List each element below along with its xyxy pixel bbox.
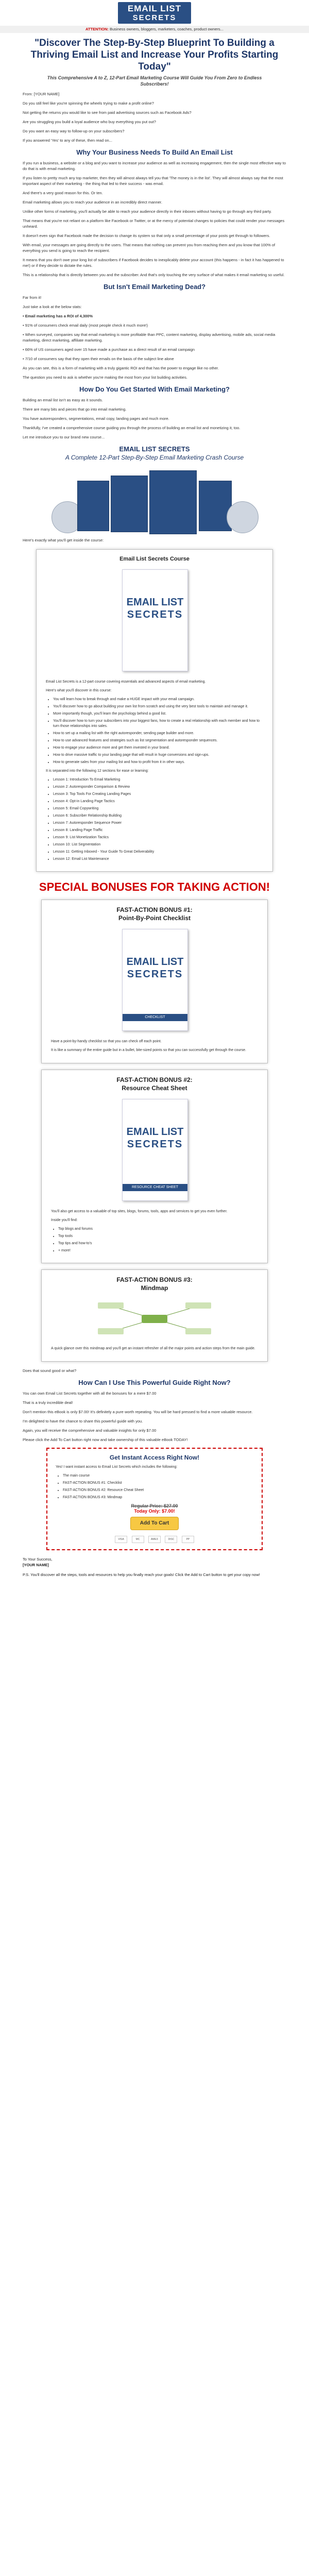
lesson-item: • Lesson 4: Opt-in Landing Page Tactics bbox=[53, 799, 263, 804]
postscript: P.S. You'll discover all the steps, tools and resources to help you finally reach your goals! Click the Add to Cart button to get your copy now! bbox=[23, 1572, 260, 1577]
paragraph: If you run a business, a website or a blog and you want to increase your audience as well as increasing engagement, then the single most effective way to do that is with email marketing. bbox=[23, 161, 286, 171]
bonus-card-1 bbox=[41, 900, 268, 1063]
paragraph: It doesn't even sign that Facebook made the decision to change its system so that only a small percentage of your posts get through to followers. bbox=[23, 233, 270, 238]
list-item: • The main course bbox=[63, 1473, 253, 1479]
paragraph: There are many bits and pieces that go into email marketing. bbox=[23, 407, 127, 412]
mindmap-image bbox=[90, 1296, 219, 1342]
cover-title-1: EMAIL LIST bbox=[126, 1126, 184, 1138]
lesson-item: • Lesson 1: Introduction To Email Marketing bbox=[53, 777, 263, 783]
signoff bbox=[23, 1556, 286, 1578]
attention-bar bbox=[0, 26, 309, 33]
paragraph: The question you need to ask is whether you're making the most from your list building activities. bbox=[23, 375, 187, 380]
lesson-item: • Lesson 3: Top Tools For Creating Landing Pages bbox=[53, 792, 263, 797]
list-item: • FAST-ACTION BONUS #3: Mindmap bbox=[63, 1495, 253, 1500]
cover-title-1: EMAIL LIST bbox=[126, 597, 184, 608]
lesson-list bbox=[53, 777, 263, 862]
paragraph: This is a relationship that is directly between you and the subscriber. And that's only touching the very surface of what makes it email marketing so useful. bbox=[23, 273, 285, 277]
paragraph: With email, your messages are going directly to the users. That means that nothing can prevent you from reaching them and you know that 100% of everything you send is going to reach the recipient. bbox=[23, 243, 276, 253]
bonus-subtitle: Resource Cheat Sheet bbox=[122, 1084, 187, 1092]
intro-line: Do you want an easy way to follow-up on your subscribers? bbox=[23, 129, 125, 133]
paragraph: Have a point-by-handy checklist so that you can check off each point. bbox=[51, 1040, 162, 1043]
today-price: Today Only: $7.00! bbox=[134, 1509, 175, 1514]
signoff-line: To Your Success, bbox=[23, 1557, 53, 1562]
stat-item: • When surveyed, companies say that email marketing is more profitable than PPC, content marketing, display advertising, mobile ads, social media marketing, direct marketing, affiliate marketing. bbox=[23, 332, 276, 343]
add-to-cart-button[interactable]: Add To Cart bbox=[130, 1517, 179, 1530]
paragraph: A quick glance over this mindmap and you'll get an instant refresher of all the major points and action steps from the main guide. bbox=[51, 1347, 255, 1350]
paragraph: Email List Secrets is a 12-part course covering essentials and advanced aspects of email marketing. bbox=[46, 680, 206, 684]
cover-title-2: SECRETS bbox=[127, 1139, 183, 1150]
bonus-subtitle: Mindmap bbox=[141, 1284, 168, 1292]
bonus-body bbox=[51, 1209, 258, 1253]
lesson-item: • Lesson 2: Autoresponder Comparison & Review bbox=[53, 785, 263, 790]
lesson-item: • Lesson 7: Autoresponder Sequence Power bbox=[53, 821, 263, 826]
course-cover-image bbox=[100, 566, 209, 674]
paragraph: Just take a look at the below stats: bbox=[23, 304, 82, 309]
lesson-item: • Lesson 9: List Monetization Tactics bbox=[53, 835, 263, 840]
bonus-title: FAST-ACTION BONUS #1: bbox=[116, 906, 193, 913]
bonus-title: FAST-ACTION BONUS #3: bbox=[116, 1276, 193, 1283]
does-good bbox=[23, 1368, 286, 1374]
list-item: • You will learn how to break through and make a HUGE impact with your email campaign. bbox=[53, 697, 263, 702]
order-items bbox=[63, 1473, 253, 1500]
cover-title-1: EMAIL LIST bbox=[126, 956, 184, 968]
logo-line-2: SECRETS bbox=[132, 13, 177, 22]
lesson-item: • Lesson 5: Email Copywriting bbox=[53, 806, 263, 811]
paragraph: As you can see, this is a form of marketing with a truly gigantic ROI and that has the power to engage like no other. bbox=[23, 366, 219, 370]
list-item: • + more! bbox=[58, 1248, 258, 1253]
paragraph: Please click the Add To Cart button right now and take ownership of this valuable eBook TODAY! bbox=[23, 1437, 188, 1442]
paragraph: It is like a summary of the entire guide but in a bullet, bite-sized points so that you can successfully get through the course. bbox=[51, 1048, 246, 1052]
paragraph: Inside you'll find: bbox=[51, 1218, 78, 1222]
bonus-body bbox=[51, 1346, 258, 1351]
cover-page bbox=[122, 1099, 188, 1201]
paragraph: And there's a very good reason for this. Or ten. bbox=[23, 191, 103, 195]
cover-title-2: SECRETS bbox=[127, 609, 183, 620]
paragraph: That means that you're not reliant on a platform like Facebook or Twitter, or at the mercy of potential changes to policies that could render your messages unheard. bbox=[23, 218, 285, 229]
intro-line: If you answered 'Yes' to any of these, then read on... bbox=[23, 138, 112, 143]
section-title-use: How Can I Use This Powerful Guide Right Now? bbox=[78, 1379, 231, 1386]
course-card bbox=[36, 549, 273, 872]
product-title: EMAIL LIST SECRETS bbox=[119, 445, 190, 453]
list-item: • More importantly though, you'll learn the psychology behind a good list. bbox=[53, 711, 263, 717]
subheadline: This Comprehensive A to Z, 12-Part Email Marketing Course Will Guide You From Zero to Endless Subscribers! bbox=[47, 75, 262, 87]
paragraph: You'll also get access to a valuable of top sites, blogs, forums, tools, apps and services to get you even further. bbox=[51, 1210, 228, 1213]
paragraph: Unlike other forms of marketing, you'll actually be able to reach your audience directly in their inboxes without having to go through any third party. bbox=[23, 209, 272, 214]
discover-icon: DISC bbox=[165, 1536, 177, 1543]
special-bonuses-title: SPECIAL BONUSES FOR TAKING ACTION! bbox=[39, 880, 270, 893]
list-item: • How to generate sales from your mailing list and how to profit from it in other ways. bbox=[53, 760, 263, 765]
lesson-item: • Lesson 10: List Segmentation bbox=[53, 842, 263, 848]
paragraph: You have autoresponders, segmentations, email copy, landing pages and much more. bbox=[23, 416, 169, 421]
box-image bbox=[199, 481, 232, 531]
lesson-item: • Lesson 11: Getting Inboxed - Your Guide To Great Deliverability bbox=[53, 850, 263, 855]
order-box bbox=[46, 1448, 263, 1550]
paragraph: Don't mention this eBook is only $7.00! It's definitely a pure worth repeating. You will be hard pressed to find a more valuable resource. bbox=[23, 1410, 253, 1414]
course-card-title: Email List Secrets Course bbox=[119, 556, 190, 562]
mastercard-icon: MC bbox=[132, 1536, 144, 1543]
attention-label: ATTENTION: bbox=[85, 27, 109, 31]
list-item: • You'll discover how to go about building your own list from scratch and using the very best tools to maintain and manage it. bbox=[53, 704, 263, 709]
bonus-card-2 bbox=[41, 1070, 268, 1263]
payment-cards bbox=[56, 1533, 253, 1543]
whats-inside bbox=[23, 537, 286, 543]
bonus-card-3 bbox=[41, 1269, 268, 1362]
list-item: • Top tips and how-to's bbox=[58, 1241, 258, 1246]
intro-line: Are you struggling you build a loyal audience who buy everything you put out? bbox=[23, 120, 156, 124]
bonus-body bbox=[51, 1039, 258, 1053]
list-item: • How to use advanced features and strategies such as list segmentation and autoresponder sequences. bbox=[53, 738, 263, 743]
logo bbox=[118, 2, 191, 24]
list-item: • How to engage your audience more and get them invested in your brand. bbox=[53, 745, 263, 751]
paragraph: That is a truly incredible deal! bbox=[23, 1400, 73, 1405]
regular-price: Regular Price: $27.00 bbox=[131, 1503, 178, 1509]
stat-item: • 7/10 of consumers say that they open their emails on the basis of the subject line alone bbox=[23, 357, 174, 361]
list-item: • FAST-ACTION BONUS #2: Resource Cheat Sheet bbox=[63, 1488, 253, 1493]
list-item: • How to drive massive traffic to your landing page that will result in huge conversions and sign-ups. bbox=[53, 753, 263, 758]
paragraph: Again, you will receive the comprehensive and valuable insights for only $7.00 bbox=[23, 1428, 157, 1433]
stat-item: • 66% of US consumers aged over 15 have made a purchase as a direct result of an email campaign bbox=[23, 347, 195, 352]
headline: "Discover The Step-By-Step Blueprint To Building a Thriving Email List and Increase Your Profits Starting Today" bbox=[30, 38, 279, 72]
intro-line: Do you still feel like you're spinning the wheels trying to make a profit online? bbox=[23, 101, 154, 106]
intro-line: Not getting the returns you would like to see from paid advertising sources such as Facebook Ads? bbox=[23, 110, 192, 115]
stat-item: • Email marketing has a ROI of 4,300% bbox=[23, 314, 93, 318]
paypal-icon: PP bbox=[182, 1536, 194, 1543]
paragraph: If you listen to pretty much any top marketer, then they will almost always tell you that 'The money is in the list'. They will almost always say that the most important aspect of their marketing - the thing that led to their success - was email. bbox=[23, 176, 283, 186]
course-bullets bbox=[53, 697, 263, 765]
order-body bbox=[56, 1465, 253, 1500]
paragraph: It means that you don't owe your long list of subscribers if Facebook decides to inexplicably delete your account (this happens - in fact it has happened to me!) or if they decide to dictate the rules. bbox=[23, 258, 284, 268]
disc-image bbox=[227, 501, 259, 533]
section-use bbox=[23, 1391, 286, 1443]
stat-item: • 91% of consumers check email daily (most people check it much more!) bbox=[23, 323, 148, 328]
lesson-item: • Lesson 6: Subscriber Relationship Building bbox=[53, 814, 263, 819]
list-item: • Top blogs and forums bbox=[58, 1227, 258, 1232]
section-title-start: How Do You Get Started With Email Marketing? bbox=[79, 385, 230, 393]
bonus-title: FAST-ACTION BONUS #2: bbox=[116, 1076, 193, 1083]
logo-line-1: EMAIL LIST bbox=[127, 4, 182, 13]
paragraph: Far from it! bbox=[23, 295, 42, 300]
header bbox=[0, 0, 309, 26]
section-start bbox=[23, 397, 286, 440]
paragraph: I'm delighted to have the chance to share this powerful guide with you. bbox=[23, 1419, 143, 1423]
cover-bar: RESOURCE CHEAT SHEET bbox=[123, 1184, 187, 1191]
lesson-item: • Lesson 8: Landing Page Traffic bbox=[53, 828, 263, 833]
paragraph: You can own Email List Secrets together with all the bonuses for a mere $7.00 bbox=[23, 1391, 157, 1396]
lesson-item: • Lesson 12: Email List Maintenance bbox=[53, 857, 263, 862]
paragraph: Email marketing allows you to reach your audience in an incredibly direct manner. bbox=[23, 200, 162, 205]
course-card-body bbox=[46, 680, 263, 862]
bonus-cover-image bbox=[100, 1096, 209, 1204]
paragraph: Here's what you'll discover in this course: bbox=[46, 689, 112, 692]
paragraph: Here's exactly what you'll get inside the course: bbox=[23, 538, 104, 543]
section-title-dead: But Isn't Email Marketing Dead? bbox=[103, 283, 206, 291]
list-item: • How to set up a mailing list with the right autoresponder, sending page builder and more. bbox=[53, 731, 263, 736]
box-image bbox=[149, 470, 197, 534]
visa-icon: VISA bbox=[115, 1536, 127, 1543]
intro-line: From: [YOUR NAME] bbox=[23, 92, 60, 96]
product-tagline: A Complete 12-Part Step-By-Step Email Marketing Crash Course bbox=[65, 454, 244, 461]
cover-page bbox=[122, 569, 188, 671]
paragraph: Thankfully, I've created a comprehensive course guiding you through the process of building an email list and monetizing it, too. bbox=[23, 426, 241, 430]
paragraph: Let me introduce you to our brand new course... bbox=[23, 435, 105, 439]
bonus-subtitle: Point-By-Point Checklist bbox=[118, 914, 191, 922]
signoff-name: [YOUR NAME] bbox=[23, 1563, 49, 1567]
product-bundle-image bbox=[41, 465, 268, 537]
section-why bbox=[23, 160, 286, 278]
paragraph: Does that sound good or what? bbox=[23, 1368, 77, 1373]
paragraph: It is separated into the following 12 sections for ease or learning: bbox=[46, 769, 149, 773]
section-dead bbox=[23, 295, 286, 380]
intro bbox=[23, 91, 286, 143]
list-item: • You'll discover how to turn your subscribers into your biggest fans, how to create a real relationship with each member and how to turn those relationships into sales. bbox=[53, 719, 263, 729]
cover-title-2: SECRETS bbox=[127, 969, 183, 980]
paragraph: Yes! I want instant access to Email List Secrets which includes the following: bbox=[56, 1465, 178, 1469]
attention-text: Business owners, bloggers, marketers, coaches, product owners... bbox=[110, 27, 224, 31]
section-title-why: Why Your Business Needs To Build An Email List bbox=[76, 148, 233, 156]
cover-page bbox=[122, 929, 188, 1031]
list-item: • FAST-ACTION BONUS #1: Checklist bbox=[63, 1481, 253, 1486]
cover-bar: CHECKLIST bbox=[123, 1014, 187, 1021]
bonus-cover-image bbox=[100, 926, 209, 1034]
bonus-bullets bbox=[58, 1227, 258, 1253]
order-title: Get Instant Access Right Now! bbox=[109, 1454, 200, 1461]
paragraph: Building an email list isn't as easy as it sounds. bbox=[23, 398, 103, 402]
box-image bbox=[77, 481, 109, 531]
list-item: • Top tools bbox=[58, 1234, 258, 1239]
box-image bbox=[111, 476, 148, 532]
amex-icon: AMEX bbox=[148, 1536, 161, 1543]
